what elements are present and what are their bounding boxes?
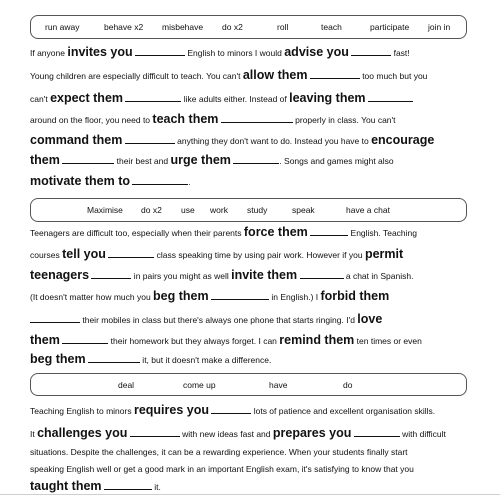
word-box-item: work [210, 205, 228, 215]
paragraph-3-line-3: situations. Despite the challenges, it can be a rewarding experience. When your students finally start [30, 447, 408, 457]
word-box-item: do x2 [222, 22, 243, 32]
answer-blank[interactable] [351, 45, 391, 56]
answer-blank[interactable] [125, 133, 175, 144]
answer-blank[interactable] [233, 153, 279, 164]
word-box-item: Maximise [87, 205, 123, 215]
word-box-item: speak [292, 205, 315, 215]
answer-blank[interactable] [368, 91, 413, 102]
paragraph-1-line-3: can't expect them like adults either. Instead of leaving them [30, 88, 480, 108]
word-box-item: participate [370, 22, 410, 32]
answer-blank[interactable] [211, 289, 269, 300]
word-box-item: misbehave [162, 22, 204, 32]
paragraph-2-line-2: courses tell you class speaking time by using pair work. However if you permit [30, 247, 404, 261]
paragraph-3-line-5: taught them it. [30, 479, 161, 493]
word-box-item: teach [321, 22, 342, 32]
answer-blank[interactable] [310, 68, 360, 79]
word-box-item: use [181, 205, 195, 215]
answer-blank[interactable] [104, 479, 152, 490]
answer-blank[interactable] [300, 268, 344, 279]
bottom-divider [0, 494, 500, 495]
paragraph-2-line-1: Teenagers are difficult too, especially when their parents force them English. Teaching [30, 225, 418, 239]
paragraph-2-line-5: their mobiles in class but there's always one phone that starts ringing. I'd love [30, 309, 480, 329]
answer-blank[interactable] [30, 312, 80, 323]
paragraph-2-line-7: beg them it, but it doesn't make a difference. [30, 352, 272, 366]
word-box-item: do x2 [141, 205, 162, 215]
paragraph-2-line-3: teenagers in pairs you might as well invite them a chat in Spanish. [30, 268, 414, 282]
answer-blank[interactable] [130, 426, 180, 437]
word-box-item: behave x2 [104, 22, 144, 32]
word-box-2 [30, 198, 467, 222]
word-box-3 [30, 373, 467, 396]
paragraph-3-line-2: It challenges you with new ideas fast and prepares you with difficult [30, 426, 446, 440]
word-box-item: roll [277, 22, 289, 32]
answer-blank[interactable] [108, 247, 154, 258]
word-box-item: do [343, 380, 353, 390]
answer-blank[interactable] [132, 174, 188, 185]
answer-blank[interactable] [62, 333, 108, 344]
answer-blank[interactable] [354, 426, 400, 437]
paragraph-1-line-2: Young children are especially difficult to teach. You can't allow them too much but you [30, 68, 428, 82]
answer-blank[interactable] [221, 112, 293, 123]
answer-blank[interactable] [125, 91, 181, 102]
paragraph-1-line-1: If anyone invites you English to minors I would advise you fast! [30, 45, 410, 59]
paragraph-3-line-1: Teaching English to minors requires you lots of patience and excellent organisation skills. [30, 403, 436, 417]
word-box-item: have a chat [346, 205, 390, 215]
paragraph-2-line-4: (It doesn't matter how much you beg them in English.) I forbid them [30, 289, 390, 303]
word-box-1 [30, 15, 467, 39]
answer-blank[interactable] [310, 225, 348, 236]
answer-blank[interactable] [62, 153, 114, 164]
word-box-item: join in [428, 22, 451, 32]
answer-blank[interactable] [211, 403, 251, 414]
paragraph-2-line-6: them their homework but they always forget. I can remind them ten times or even [30, 333, 422, 347]
answer-blank[interactable] [88, 352, 140, 363]
word-box-item: run away [45, 22, 80, 32]
paragraph-3-line-4: speaking English well or get a good mark in an important English exam, it's satisfying to know that you [30, 464, 414, 474]
word-box-item: come up [183, 380, 216, 390]
answer-blank[interactable] [135, 45, 185, 56]
paragraph-1-line-6: them their best and urge them . Songs and games might also [30, 153, 394, 167]
paragraph-1-line-4: around on the floor, you need to teach them properly in class. You can't [30, 112, 396, 126]
word-box-item: study [247, 205, 268, 215]
word-box-item: have [269, 380, 288, 390]
word-box-item: deal [118, 380, 135, 390]
answer-blank[interactable] [91, 268, 131, 279]
paragraph-1-line-5: command them anything they don't want to do. Instead you have to encourage [30, 133, 435, 147]
paragraph-1-line-7: motivate them to . [30, 174, 191, 188]
